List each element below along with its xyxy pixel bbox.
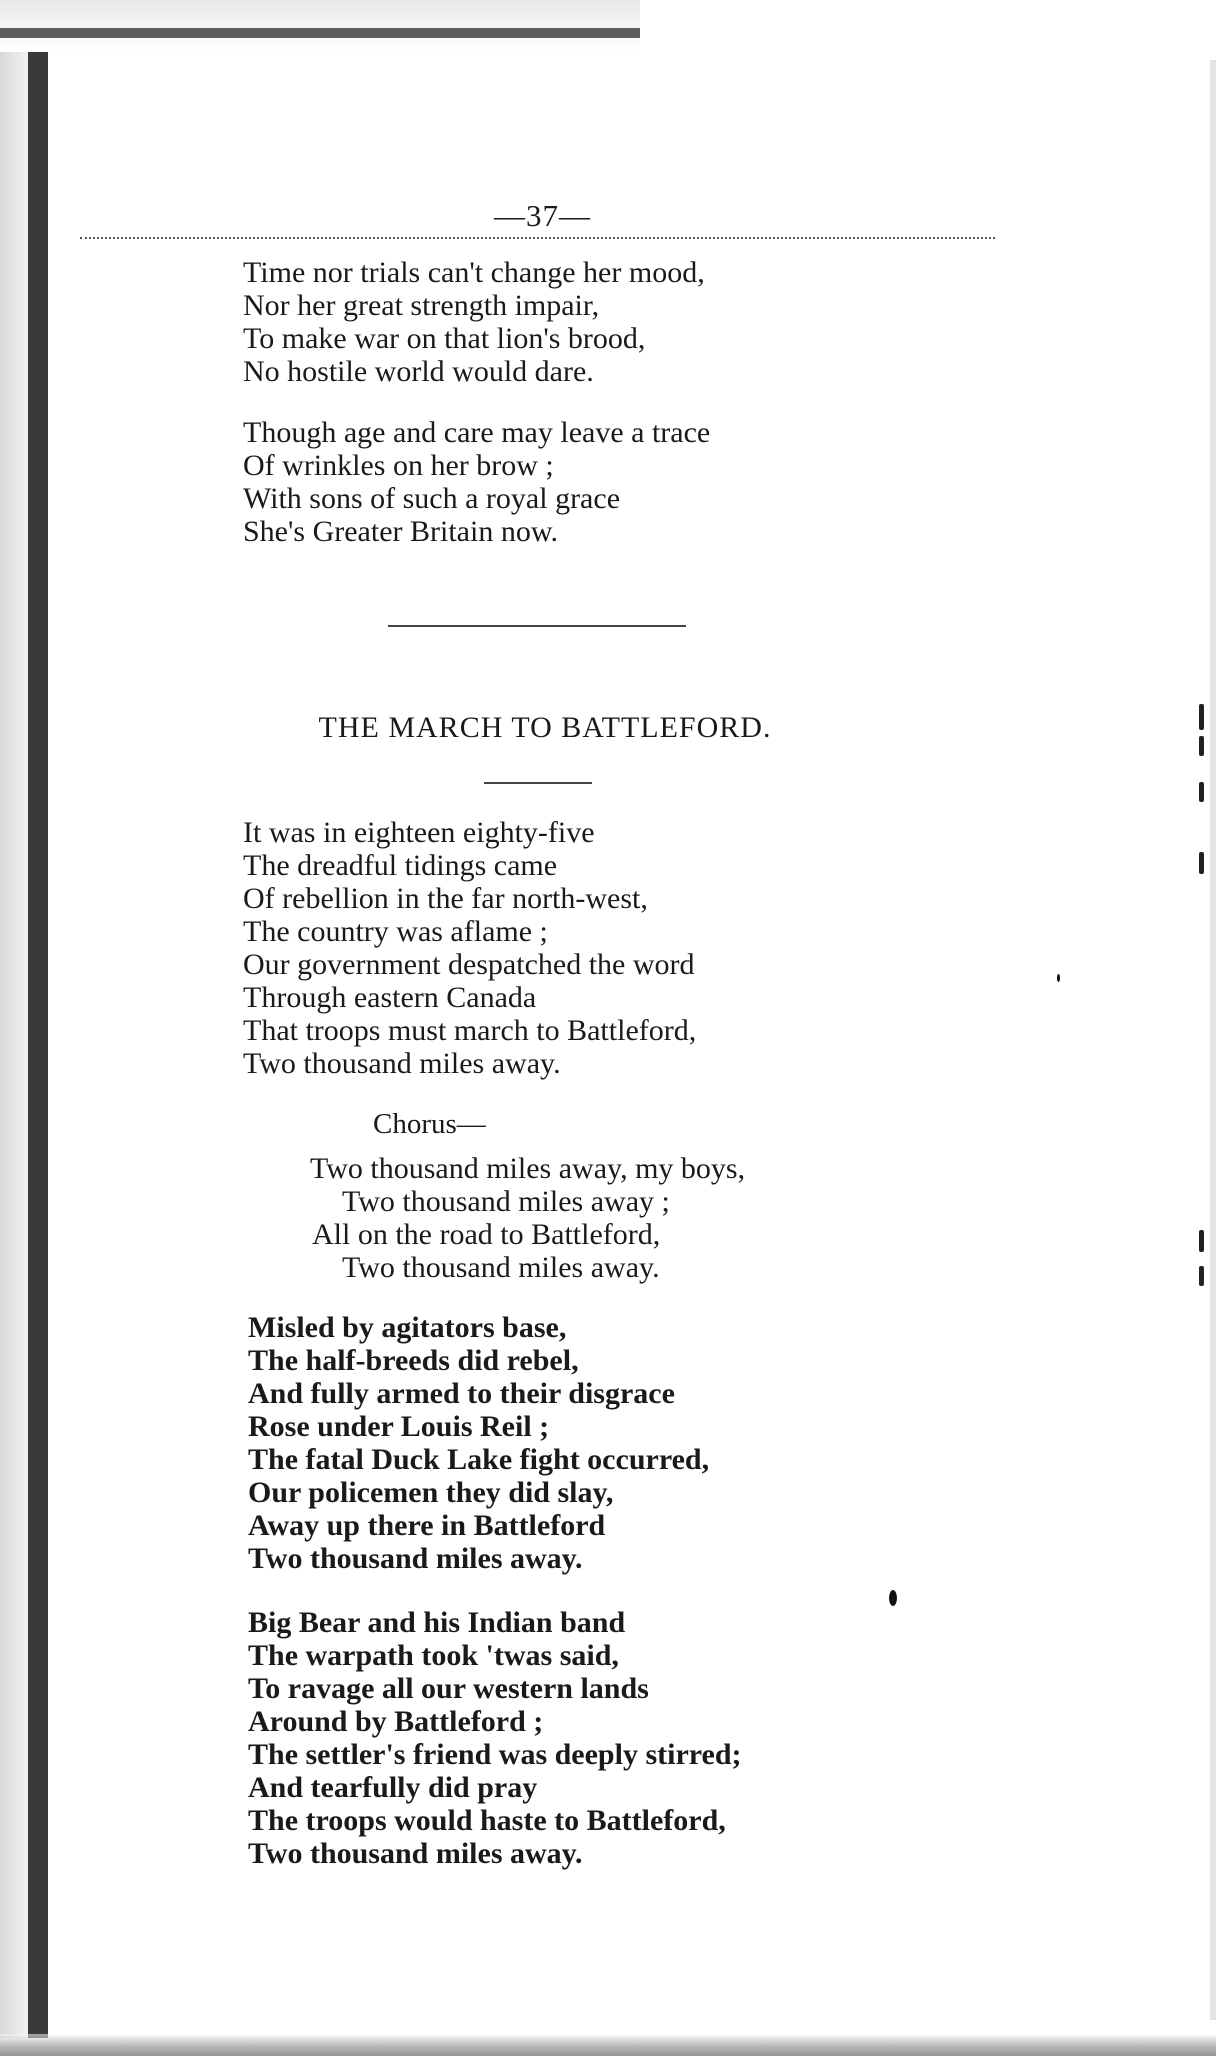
scan-edge-mark (1199, 1266, 1204, 1286)
verse-line: And tearfully did pray (248, 1771, 538, 1804)
verse-line: That troops must march to Battleford, (243, 1014, 697, 1047)
poem-chorus (310, 1152, 745, 1284)
scan-edge-mark (1199, 704, 1204, 730)
scan-left-margin (0, 38, 28, 2038)
verse-line: Of wrinkles on her brow ; (243, 449, 554, 482)
verse-line: Two thousand miles away ; (342, 1185, 670, 1218)
poem-title: THE MARCH TO BATTLEFORD. (318, 711, 772, 744)
scan-bottom-edge (0, 2034, 1216, 2056)
previous-poem-stanza-2 (243, 416, 710, 548)
verse-line: Our policemen they did slay, (248, 1476, 614, 1509)
title-underline (484, 782, 592, 784)
poem-stanza-1 (243, 816, 696, 1080)
ink-spot (889, 1590, 897, 1606)
poem-stanza-3 (248, 1606, 742, 1870)
verse-line: Misled by agitators base, (248, 1311, 567, 1344)
verse-line: Our government despatched the word (243, 948, 695, 981)
verse-line: The dreadful tidings came (243, 849, 558, 882)
verse-line: With sons of such a royal grace (243, 482, 621, 515)
previous-poem-stanza-1 (243, 256, 705, 388)
verse-line: The settler's friend was deeply stirred; (248, 1738, 742, 1771)
chorus-label: Chorus— (373, 1108, 486, 1140)
verse-line: Big Bear and his Indian band (248, 1606, 626, 1639)
verse-line: Though age and care may leave a trace (243, 416, 711, 449)
page-number: —37— (494, 198, 591, 233)
verse-line: The troops would haste to Battleford, (248, 1804, 726, 1837)
scan-edge-mark (1199, 782, 1204, 802)
verse-line: She's Greater Britain now. (243, 515, 559, 548)
verse-line: The half-breeds did rebel, (248, 1344, 579, 1377)
verse-line: Of rebellion in the far north-west, (243, 882, 648, 915)
ink-spot (1057, 974, 1060, 982)
verse-line: To make war on that lion's brood, (243, 322, 646, 355)
scan-edge-mark (1199, 852, 1204, 874)
verse-line: The warpath took 'twas said, (248, 1639, 619, 1672)
verse-line: Nor her great strength impair, (243, 289, 600, 322)
scan-edge-mark (1199, 736, 1204, 756)
scan-edge-mark (1199, 1230, 1204, 1252)
scan-binding-shadow (28, 38, 48, 2038)
verse-line: Through eastern Canada (243, 981, 537, 1014)
verse-line: Time nor trials can't change her mood, (243, 256, 705, 289)
verse-line: Two thousand miles away. (248, 1837, 583, 1870)
header-rule (80, 237, 995, 239)
verse-line: No hostile world would dare. (243, 355, 594, 388)
verse-line: Two thousand miles away. (243, 1047, 561, 1080)
scan-top-edge (0, 0, 640, 52)
verse-line: All on the road to Battleford, (312, 1218, 661, 1251)
verse-line: And fully armed to their disgrace (248, 1377, 675, 1410)
verse-line: The country was aflame ; (243, 915, 548, 948)
verse-line: It was in eighteen eighty-five (243, 816, 595, 849)
verse-line: Away up there in Battleford (248, 1509, 606, 1542)
scan-right-edge (1210, 60, 1216, 2020)
scan-top-edge-shadow (0, 28, 640, 38)
verse-line: To ravage all our western lands (248, 1672, 649, 1705)
verse-line: The fatal Duck Lake fight occurred, (248, 1443, 710, 1476)
verse-line: Rose under Louis Reil ; (248, 1410, 550, 1443)
verse-line: Around by Battleford ; (248, 1705, 544, 1738)
verse-line: Two thousand miles away, my boys, (310, 1152, 746, 1185)
poem-stanza-2 (248, 1311, 709, 1575)
verse-line: Two thousand miles away. (342, 1251, 660, 1284)
section-divider (388, 625, 686, 627)
verse-line: Two thousand miles away. (248, 1542, 583, 1575)
